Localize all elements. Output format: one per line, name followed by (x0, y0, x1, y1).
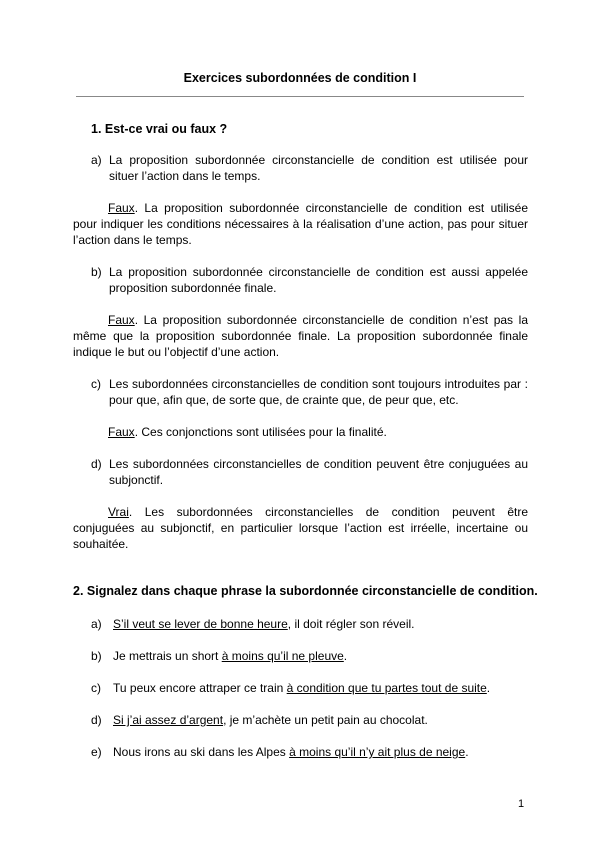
exercise-subordinate-clause: Si j’ai assez d’argent (113, 713, 224, 727)
question-letter: c) (91, 377, 101, 391)
exercise-b (91, 648, 528, 664)
exercise-letter: d) (91, 713, 102, 727)
document-title: Exercices subordonnées de condition I (183, 71, 417, 85)
exercise-a (91, 616, 528, 632)
answer-verdict: Faux (108, 425, 135, 439)
exercise-e (91, 744, 528, 760)
exercise-text-before: Nous irons au ski dans les Alpes (113, 745, 290, 759)
question-letter: a) (91, 153, 102, 167)
question-d (91, 456, 528, 488)
question-text: Les subordonnées circonstancielles de condition sont toujours introduites par : pour que, afin que, de sorte que, de crainte que, de peur que, etc. (109, 377, 528, 407)
exercise-text-before: Je mettrais un short (113, 649, 222, 663)
answer-verdict: Vrai (108, 505, 129, 519)
exercise-d (91, 712, 528, 728)
exercise-subordinate-clause: S’il veut se lever de bonne heure (113, 617, 288, 631)
question-letter: d) (91, 457, 102, 471)
answer-explanation: . Les subordonnées circonstancielles de condition peuvent être conjuguées au subjonctif, en particulier lorsque l’action est irréelle, incertaine ou souhaitée. (73, 505, 528, 551)
exercise-text-after: . (486, 681, 491, 695)
answer-c (73, 424, 528, 440)
title-divider (76, 96, 524, 97)
exercise-letter: b) (91, 649, 102, 663)
answer-b (73, 312, 528, 360)
section-2-heading: 2. Signalez dans chaque phrase la subordonnée circonstancielle de condition. (73, 584, 538, 598)
answer-explanation: . Ces conjonctions sont utilisées pour la finalité. (134, 425, 387, 439)
exercise-letter: a) (91, 617, 102, 631)
question-a (91, 152, 528, 184)
answer-verdict: Faux (108, 313, 135, 327)
exercise-text-after: . (343, 649, 348, 663)
answer-a (73, 200, 528, 248)
question-text: La proposition subordonnée circonstancielle de condition est utilisée pour situer l’action dans le temps. (109, 153, 528, 183)
exercise-text-after: , je m’achète un petit pain au chocolat. (223, 713, 428, 727)
page-number: 1 (518, 798, 525, 810)
exercise-text-after: . (465, 745, 469, 759)
question-text: Les subordonnées circonstancielles de condition peuvent être conjuguées au subjonctif. (109, 457, 528, 487)
answer-explanation: . La proposition subordonnée circonstancielle de condition est utilisée pour indiquer les conditions nécessaires à la réalisation d’une action, pas pour situer l’action dans le temps. (73, 201, 528, 247)
exercise-subordinate-clause: à moins qu’il n’y ait plus de neige (289, 745, 466, 759)
question-text: La proposition subordonnée circonstancielle de condition est aussi appelée proposition subordonnée finale. (109, 265, 528, 295)
question-b (91, 264, 528, 296)
exercise-c (91, 680, 528, 696)
exercise-letter: e) (91, 745, 102, 759)
exercise-subordinate-clause: à moins qu’il ne pleuve (221, 649, 344, 663)
exercise-letter: c) (91, 681, 101, 695)
answer-verdict: Faux (108, 201, 135, 215)
answer-explanation: . La proposition subordonnée circonstancielle de condition n’est pas la même que la proposition subordonnée finale. La proposition subordonnée finale indique le but ou l’objectif d’une action. (73, 313, 528, 359)
exercise-subordinate-clause: à condition que tu partes tout de suite (286, 681, 487, 695)
section-1-heading: 1. Est-ce vrai ou faux ? (91, 122, 228, 136)
exercise-text-before: Tu peux encore attraper ce train (113, 681, 287, 695)
exercise-text-after: , il doit régler son réveil. (287, 617, 415, 631)
question-letter: b) (91, 265, 102, 279)
question-c (91, 376, 528, 408)
answer-d (73, 504, 528, 552)
